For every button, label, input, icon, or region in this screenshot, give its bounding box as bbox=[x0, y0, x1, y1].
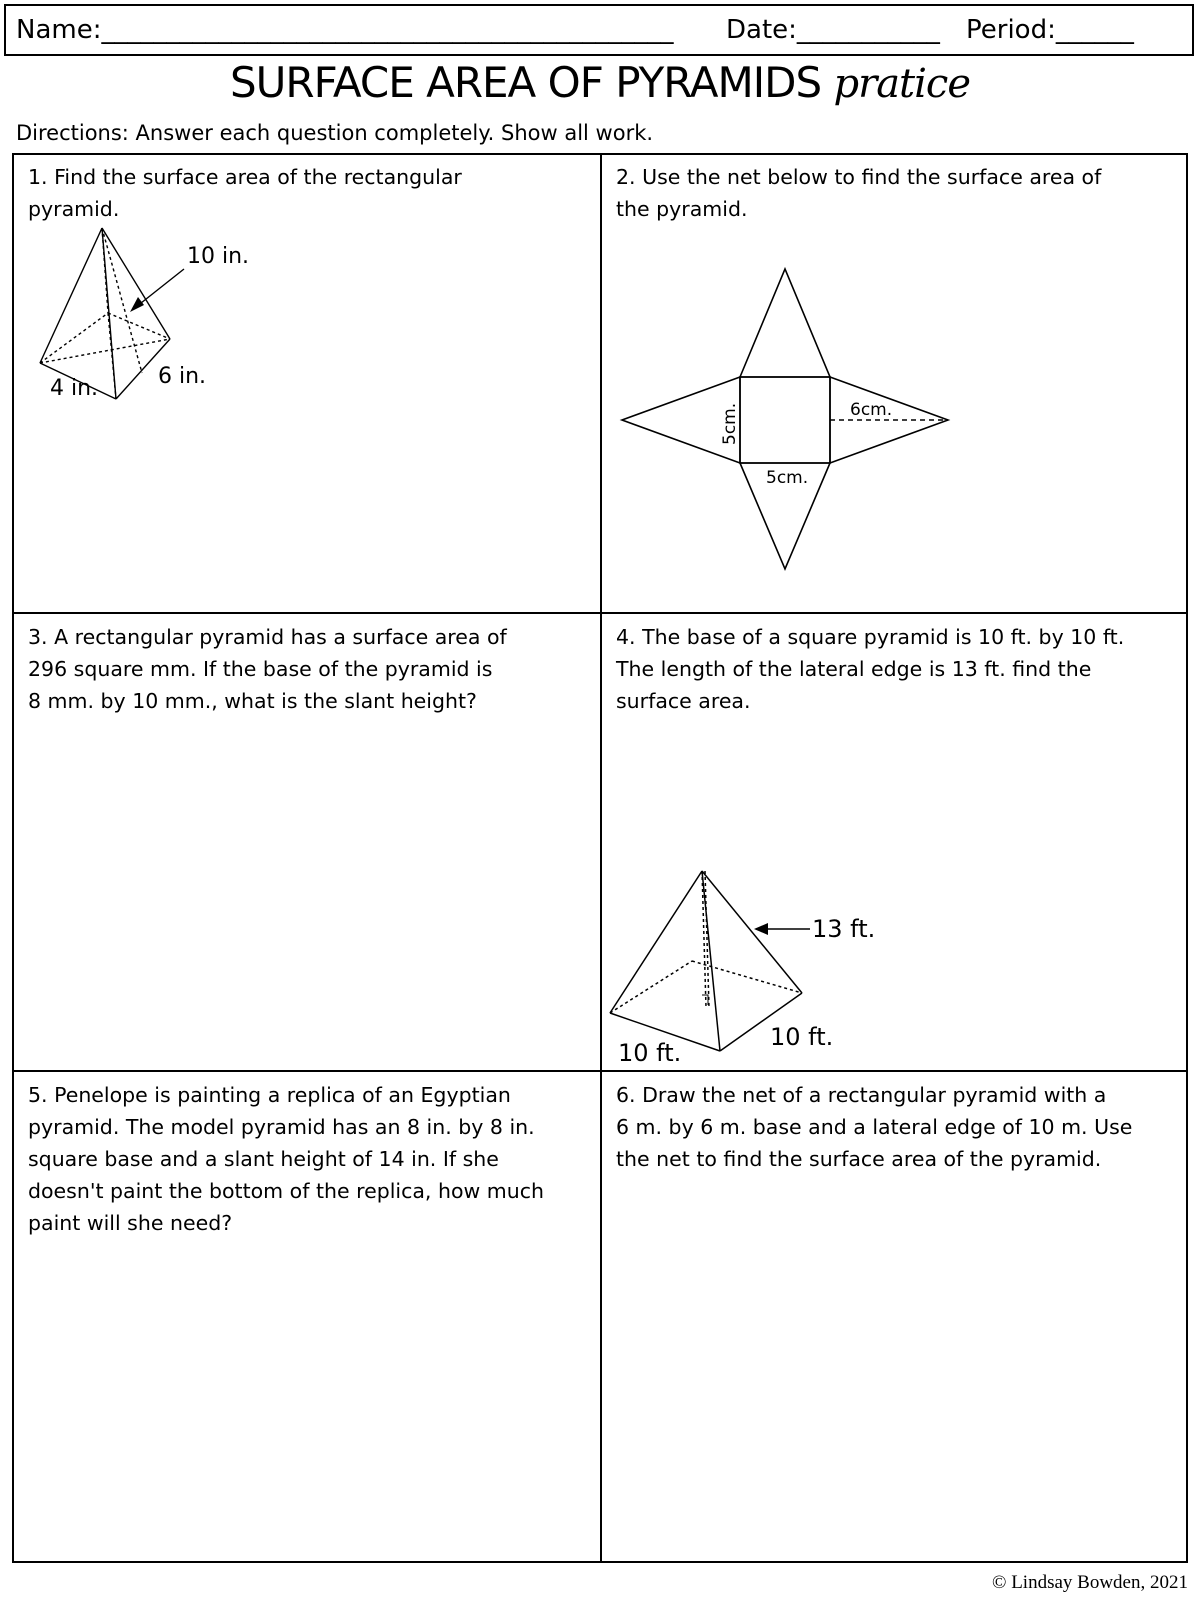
q1-label-base-b: 6 in. bbox=[158, 364, 207, 389]
name-field[interactable]: Name:____________________________________________ bbox=[16, 15, 674, 45]
q4-arrowhead bbox=[754, 923, 768, 935]
question-2-text: 2. Use the net below to find the surface area of the pyramid. bbox=[616, 165, 1102, 221]
copyright-footer: © Lindsay Bowden, 2021 bbox=[992, 1572, 1188, 1593]
q1-pyramid-figure bbox=[32, 223, 292, 413]
q2-label-side: 5cm. bbox=[720, 402, 740, 445]
q4-pyramid-figure bbox=[606, 865, 906, 1065]
period-field[interactable]: Period:______ bbox=[966, 15, 1134, 45]
question-5-text: 5. Penelope is painting a replica of an Egyptian pyramid. The model pyramid has an 8 in. by 8 in. square base and a slant height of 14 in. If she doesn't paint the bottom of the replica, how much paint will she need? bbox=[28, 1083, 545, 1235]
q4-label-base-a: 10 ft. bbox=[618, 1039, 682, 1065]
title-main: SURFACE AREA OF PYRAMIDS bbox=[230, 58, 822, 107]
q2-label-slant: 6cm. bbox=[850, 400, 893, 420]
page-title bbox=[0, 58, 1200, 107]
q1-label-base-a: 4 in. bbox=[50, 376, 99, 401]
q4-label-base-b: 10 ft. bbox=[770, 1023, 834, 1051]
question-6-text: 6. Draw the net of a rectangular pyramid with a 6 m. by 6 m. base and a lateral edge of 10 m. Use the net to find the surface area of the pyramid. bbox=[616, 1083, 1133, 1171]
grid-divider-1 bbox=[14, 612, 1186, 614]
q2-net-figure bbox=[608, 265, 958, 575]
header-bar bbox=[4, 4, 1194, 56]
q2-label-bottom: 5cm. bbox=[766, 468, 809, 488]
date-field[interactable]: Date:___________ bbox=[726, 15, 940, 45]
q4-label-edge: 13 ft. bbox=[812, 915, 876, 943]
grid-divider-vertical bbox=[600, 155, 602, 1561]
q1-label-slant: 10 in. bbox=[187, 244, 250, 269]
directions: Directions: Answer each question completely. Show all work. bbox=[16, 121, 654, 145]
grid-divider-2 bbox=[14, 1070, 1186, 1072]
q1-arrowhead bbox=[130, 297, 144, 312]
question-grid bbox=[12, 153, 1188, 1563]
question-3-text: 3. A rectangular pyramid has a surface area of 296 square mm. If the base of the pyramid is 8 mm. by 10 mm., what is the slant height? bbox=[28, 625, 507, 713]
question-4-text: 4. The base of a square pyramid is 10 ft. by 10 ft. The length of the lateral edge is 13 ft. find the surface area. bbox=[616, 625, 1125, 713]
question-1-text: 1. Find the surface area of the rectangular pyramid. bbox=[28, 165, 462, 221]
title-script: pratice bbox=[833, 61, 970, 107]
